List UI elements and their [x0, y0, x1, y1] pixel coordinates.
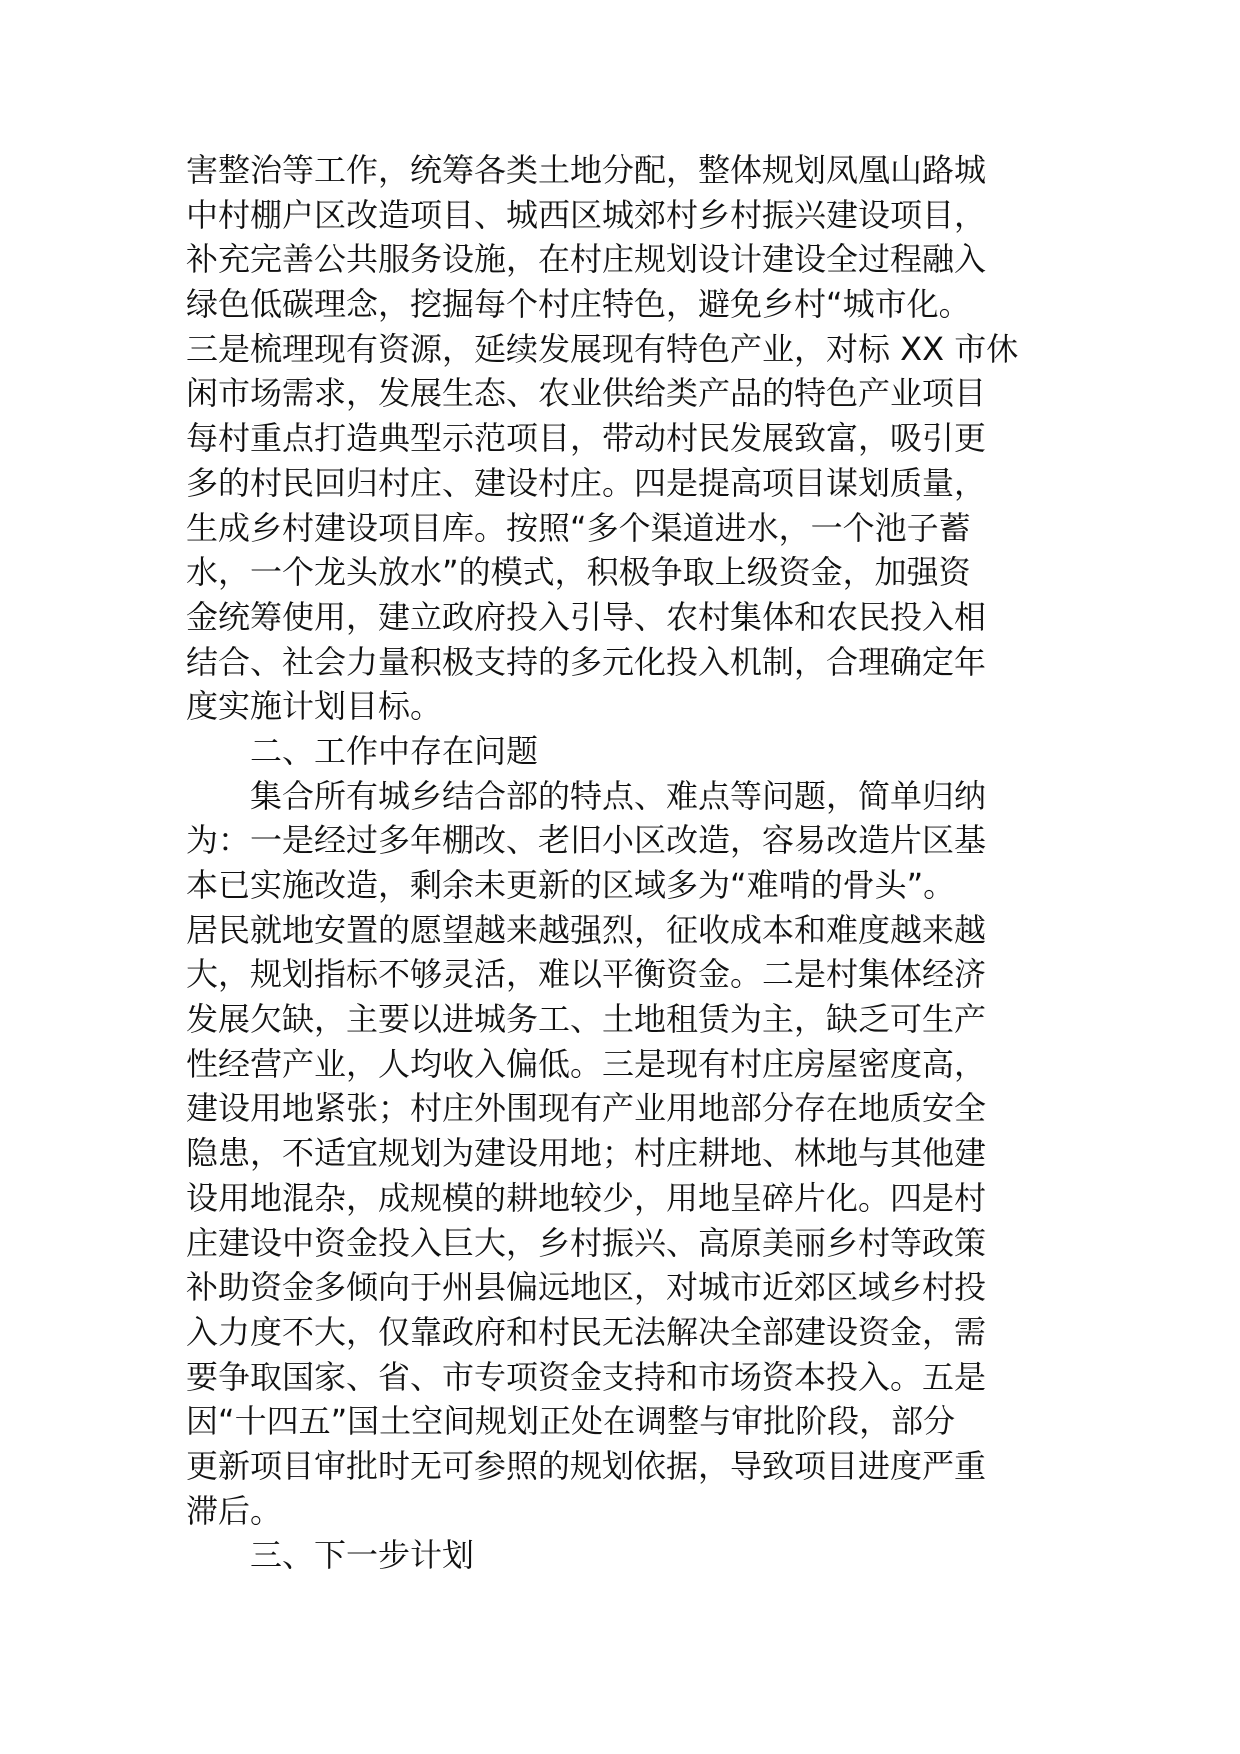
- section-line: 二、工作中存在问题: [250, 731, 539, 770]
- text-line: 居民就地安置的愿望越来越强烈，征收成本和难度越来越: [186, 910, 987, 949]
- text-line: 庄建设中资金投入巨大，乡村振兴、高原美丽乡村等政策: [186, 1223, 987, 1262]
- text-line: 多的村民回归村庄、建设村庄。四是提高项目谋划质量，: [186, 463, 987, 502]
- text-line: 发展欠缺，主要以进城务工、土地租赁为主，缺乏可生产: [186, 1000, 987, 1039]
- text-line: 性经营产业，人均收入偏低。三是现有村庄房屋密度高，: [186, 1044, 987, 1083]
- text-line: 更新项目审批时无可参照的规划依据，导致项目进度严重: [186, 1446, 987, 1485]
- text-line: 要争取国家、省、市专项资金支持和市场资本投入。五是: [186, 1357, 987, 1396]
- document-body: [186, 148, 1066, 1578]
- text-line: 补充完善公共服务设施，在村庄规划设计建设全过程融入: [186, 240, 987, 279]
- text-line: 隐患，不适宜规划为建设用地；村庄耕地、林地与其他建: [186, 1134, 987, 1173]
- text-line: 大，规划指标不够灵活，难以平衡资金。二是村集体经济: [186, 955, 987, 994]
- text-line: 水，一个龙头放水”的模式，积极争取上级资金，加强资: [186, 553, 971, 592]
- text-line: 中村棚户区改造项目、城西区城郊村乡村振兴建设项目，: [186, 195, 987, 234]
- text-line: 建设用地紧张；村庄外围现有产业用地部分存在地质安全: [186, 1089, 987, 1128]
- text-line: 害整治等工作，统筹各类土地分配，整体规划凤凰山路城: [186, 151, 987, 189]
- text-line: 本已实施改造，剩余未更新的区域多为“难啃的骨头”。: [186, 866, 956, 904]
- text-line: 补助资金多倾向于州县偏远地区，对城市近郊区域乡村投: [186, 1268, 987, 1307]
- text-line: 为：一是经过多年棚改、老旧小区改造，容易改造片区基: [186, 821, 987, 860]
- text-line: 闲市场需求，发展生态、农业供给类产品的特色产业项目: [186, 374, 987, 413]
- text-line: 结合、社会力量积极支持的多元化投入机制，合理确定年: [186, 642, 987, 681]
- text-line: 度实施计划目标。: [186, 687, 443, 726]
- text-line: 生成乡村建设项目库。按照“多个渠道进水，一个池子蓄: [186, 508, 971, 547]
- text-line: 设用地混杂，成规模的耕地较少，用地呈碎片化。四是村: [186, 1178, 987, 1217]
- section-line: 三、下一步计划: [250, 1536, 475, 1575]
- text-line: 绿色低碳理念，挖掘每个村庄特色，避免乡村“城市化。: [186, 285, 971, 324]
- text-line: 三是梳理现有资源，延续发展现有特色产业，对标 XX 市休: [186, 329, 1019, 368]
- text-line: 每村重点打造典型示范项目，带动村民发展致富，吸引更: [186, 419, 987, 458]
- text-line: 入力度不大，仅靠政府和村民无法解决全部建设资金，需: [186, 1312, 987, 1351]
- section-line: 集合所有城乡结合部的特点、难点等问题，简单归纳: [250, 776, 987, 815]
- text-line: 因“十四五”国土空间规划正处在调整与审批阶段，部分: [186, 1402, 956, 1441]
- text-line: 金统筹使用，建立政府投入引导、农村集体和农民投入相: [186, 597, 987, 636]
- text-line: 滞后。: [186, 1491, 283, 1530]
